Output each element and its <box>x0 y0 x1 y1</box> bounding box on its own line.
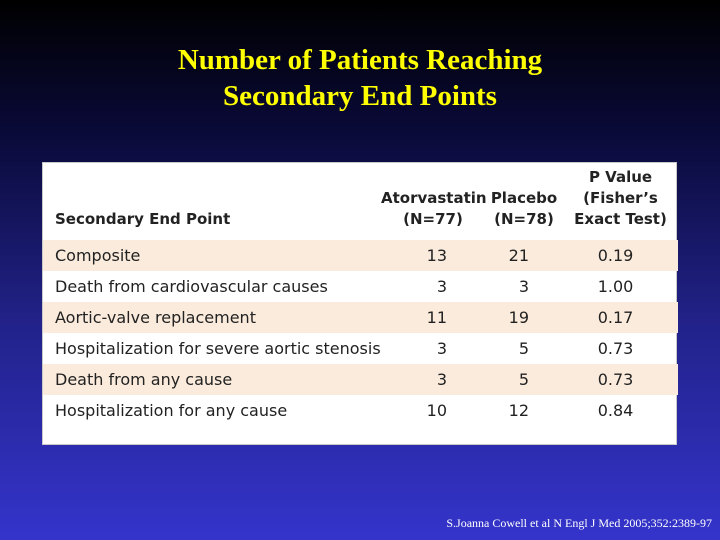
slide-title-line-1: Number of Patients Reaching <box>177 44 543 76</box>
cell-endpoint: Death from any cause <box>43 364 381 395</box>
cell-endpoint: Hospitalization for severe aortic stenosis <box>55 339 381 358</box>
table-row <box>43 302 678 333</box>
cell-endpoint: Composite <box>43 240 381 271</box>
cell-atorvastatin: 11 <box>381 302 485 333</box>
table-header <box>43 163 678 240</box>
cell-placebo: 5 <box>518 339 529 358</box>
cell-atorvastatin: 3 <box>436 277 447 296</box>
table-row <box>43 364 678 395</box>
header-endpoint <box>43 163 381 240</box>
header-p-value-line-2: (Fisher’s <box>583 189 658 207</box>
endpoints-table <box>43 163 678 426</box>
cell-endpoint: Hospitalization for any cause <box>55 401 288 420</box>
cell-p-value: 0.19 <box>563 240 678 271</box>
cell-p-value: 0.17 <box>563 302 678 333</box>
slide-title <box>0 42 720 114</box>
header-placebo-line-1: Placebo <box>490 189 558 207</box>
header-placebo-line-2: (N=78) <box>494 210 554 228</box>
cell-placebo: 19 <box>485 302 563 333</box>
header-atorvastatin <box>381 163 485 240</box>
header-p-value <box>563 163 678 240</box>
header-p-value-line-3: Exact Test) <box>574 210 667 228</box>
header-p-value-line-1: P Value <box>588 168 653 186</box>
cell-atorvastatin: 13 <box>381 240 485 271</box>
cell-p-value: 1.00 <box>597 277 634 296</box>
cell-placebo: 3 <box>518 277 529 296</box>
cell-placebo: 12 <box>508 401 529 420</box>
cell-p-value: 0.73 <box>597 339 634 358</box>
header-row <box>43 163 678 240</box>
slide-title-line-2: Secondary End Points <box>223 80 497 112</box>
cell-placebo: 5 <box>485 364 563 395</box>
cell-endpoint: Death from cardiovascular causes <box>55 277 328 296</box>
table-row <box>43 240 678 271</box>
cell-atorvastatin: 3 <box>381 364 485 395</box>
table-row <box>43 395 678 426</box>
cell-atorvastatin: 3 <box>436 339 447 358</box>
header-atorvastatin-line-2: (N=77) <box>403 210 463 228</box>
cell-p-value: 0.73 <box>563 364 678 395</box>
endpoints-table-card <box>42 162 677 445</box>
header-placebo <box>485 163 563 240</box>
header-atorvastatin-line-1: Atorvastatin <box>381 189 487 207</box>
table-row <box>43 333 678 364</box>
table-body <box>43 240 678 426</box>
table-row <box>43 271 678 302</box>
cell-atorvastatin: 10 <box>426 401 447 420</box>
cell-p-value: 0.84 <box>597 401 634 420</box>
cell-placebo: 21 <box>485 240 563 271</box>
citation: S.Joanna Cowell et al N Engl J Med 2005;352:2389-97 <box>446 516 712 530</box>
cell-endpoint: Aortic-valve replacement <box>43 302 381 333</box>
header-endpoint-label: Secondary End Point <box>55 210 231 228</box>
